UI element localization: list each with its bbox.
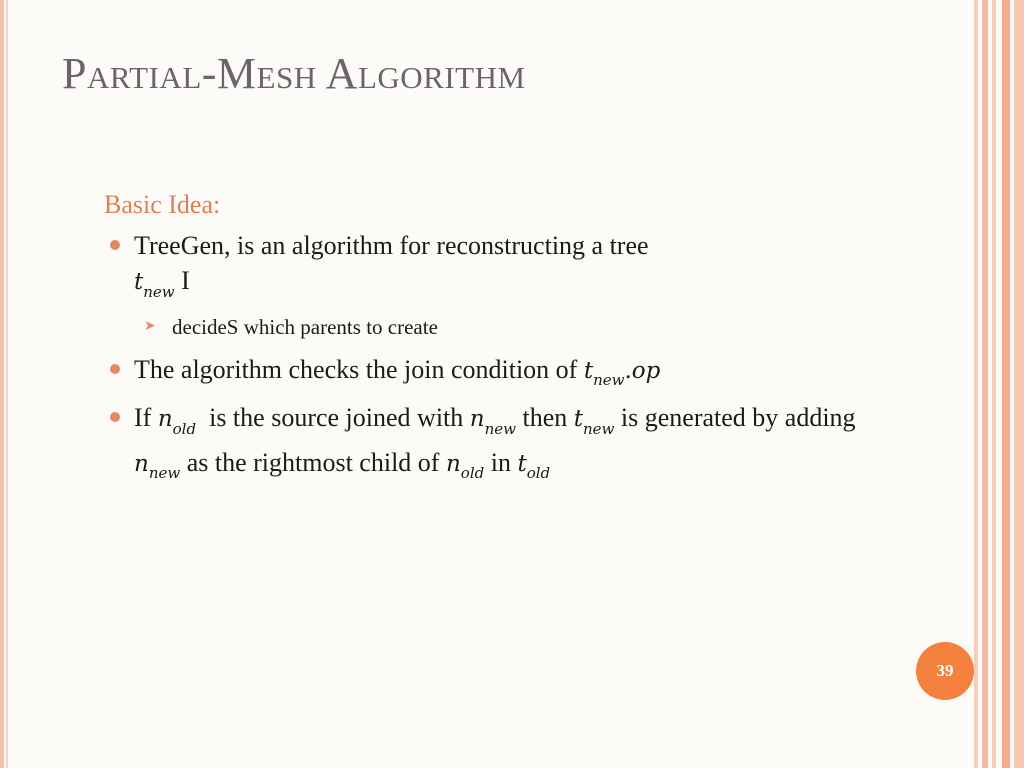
right-border bbox=[974, 0, 1024, 768]
bullet-text: The algorithm checks the join condition of bbox=[134, 354, 584, 384]
arrow-bullet-icon: ➤ bbox=[144, 318, 156, 334]
bullet-dot-icon bbox=[110, 364, 120, 374]
sub-bullet-text: decideS which parents to create bbox=[172, 314, 438, 339]
math-n-new: $n_{new}$ bbox=[134, 450, 181, 483]
bullet-if-source: If $n_{old}$ is the source joined with $n_{new}$ then $t_{new}$ is generated by adding $n_{new}$ as the rightmost child of $n_{old}$ in $t_{old}$ bbox=[104, 400, 864, 489]
math-t-new-op: $t_{new}.op$ bbox=[583, 357, 661, 390]
section-heading: Basic Idea: bbox=[104, 190, 221, 219]
math-t-new: $t_{new}$ bbox=[573, 406, 615, 438]
bullet-join-condition bbox=[104, 352, 864, 397]
math-t-new: $t_{new}$ bbox=[134, 269, 175, 301]
sub-bullet-decides bbox=[104, 312, 864, 342]
left-border bbox=[0, 0, 12, 768]
math-n-old: $n_{old}$ bbox=[157, 406, 197, 438]
slide-body bbox=[104, 228, 864, 493]
math-n-old: $n_{old}$ bbox=[445, 450, 485, 483]
bullet-text: TreeGen, is an algorithm for reconstructing a tree bbox=[134, 231, 649, 260]
bullet-dot-icon bbox=[110, 412, 120, 422]
bullet-tail: I bbox=[174, 266, 190, 295]
math-t-old: $t_{old}$ bbox=[517, 450, 551, 483]
page-number-badge: 39 bbox=[916, 642, 974, 700]
slide-title: Partial-Mesh Algorithm bbox=[62, 49, 526, 98]
math-n-new: $n_{new}$ bbox=[469, 406, 516, 438]
bullet-treegen bbox=[104, 228, 864, 308]
bullet-dot-icon bbox=[110, 240, 120, 250]
